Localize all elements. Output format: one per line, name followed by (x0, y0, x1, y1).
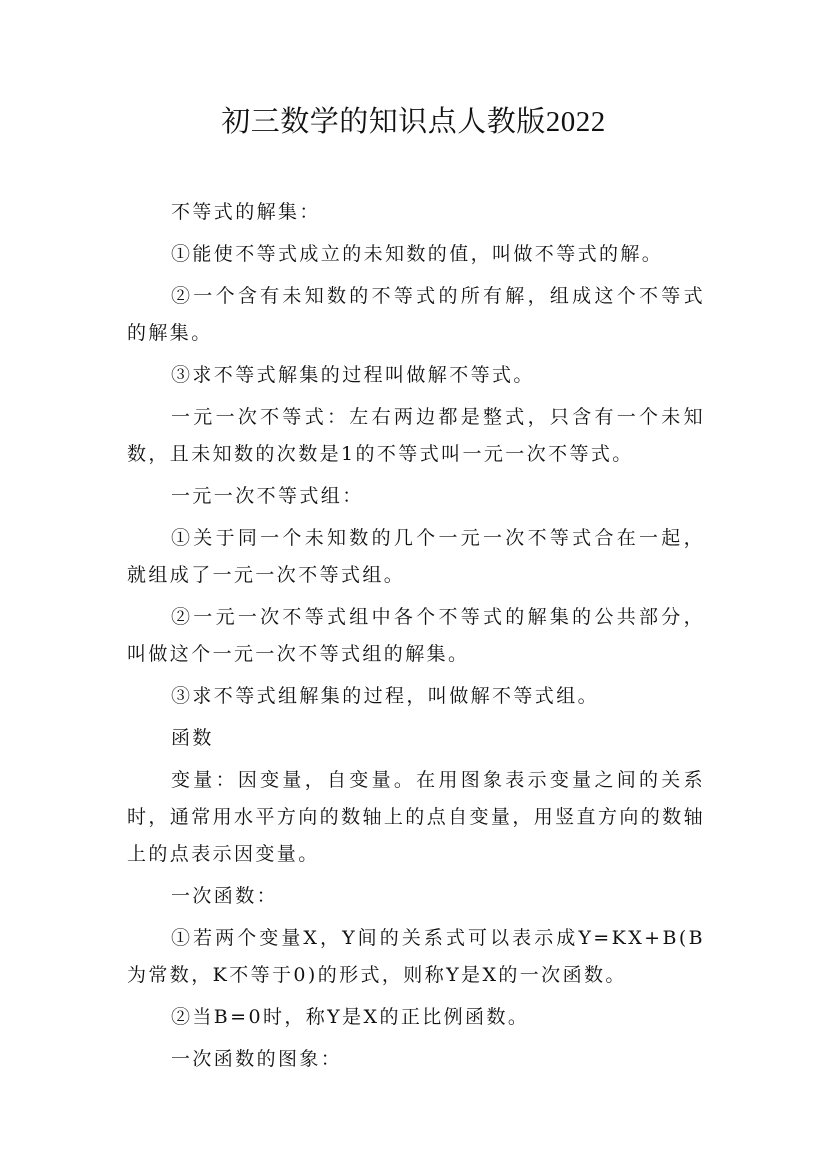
paragraph: ①能使不等式成立的未知数的值，叫做不等式的解。 (171, 243, 664, 265)
document-title: 初三数学的知识点人教版2022 (221, 106, 606, 138)
paragraph: ③求不等式组解集的过程，叫做解不等式组。 (171, 685, 600, 707)
document-body (127, 194, 705, 1083)
paragraph: ②一元一次不等式组中各个不等式的解集的公共部分，叫做这个一元一次不等式组的解集。 (127, 606, 705, 665)
paragraph: 变量：因变量，自变量。在用图象表示变量之间的关系时，通常用水平方向的数轴上的点自变量，用竖直方向的数轴上的点表示因变量。 (127, 769, 705, 865)
paragraph: ①若两个变量X，Y间的关系式可以表示成Y=KX+B(B为常数，K不等于0)的形式，则称Y是X的一次函数。 (127, 927, 705, 986)
paragraph: ②一个含有未知数的不等式的所有解，组成这个不等式的解集。 (127, 285, 705, 344)
section-heading: 函数 (171, 727, 214, 749)
paragraph: ②当B=0时，称Y是X的正比例函数。 (171, 1006, 530, 1028)
paragraph: 一元一次不等式：左右两边都是整式，只含有一个未知数，且未知数的次数是1的不等式叫一元一次不等式。 (127, 406, 705, 465)
paragraph: 一次函数的图象： (171, 1048, 343, 1070)
paragraph: 一元一次不等式组： (171, 485, 364, 507)
paragraph: 不等式的解集： (171, 201, 321, 223)
paragraph: ③求不等式解集的过程叫做解不等式。 (171, 364, 535, 386)
paragraph: 一次函数： (171, 885, 279, 907)
paragraph: ①关于同一个未知数的几个一元一次不等式合在一起，就组成了一元一次不等式组。 (127, 527, 705, 586)
